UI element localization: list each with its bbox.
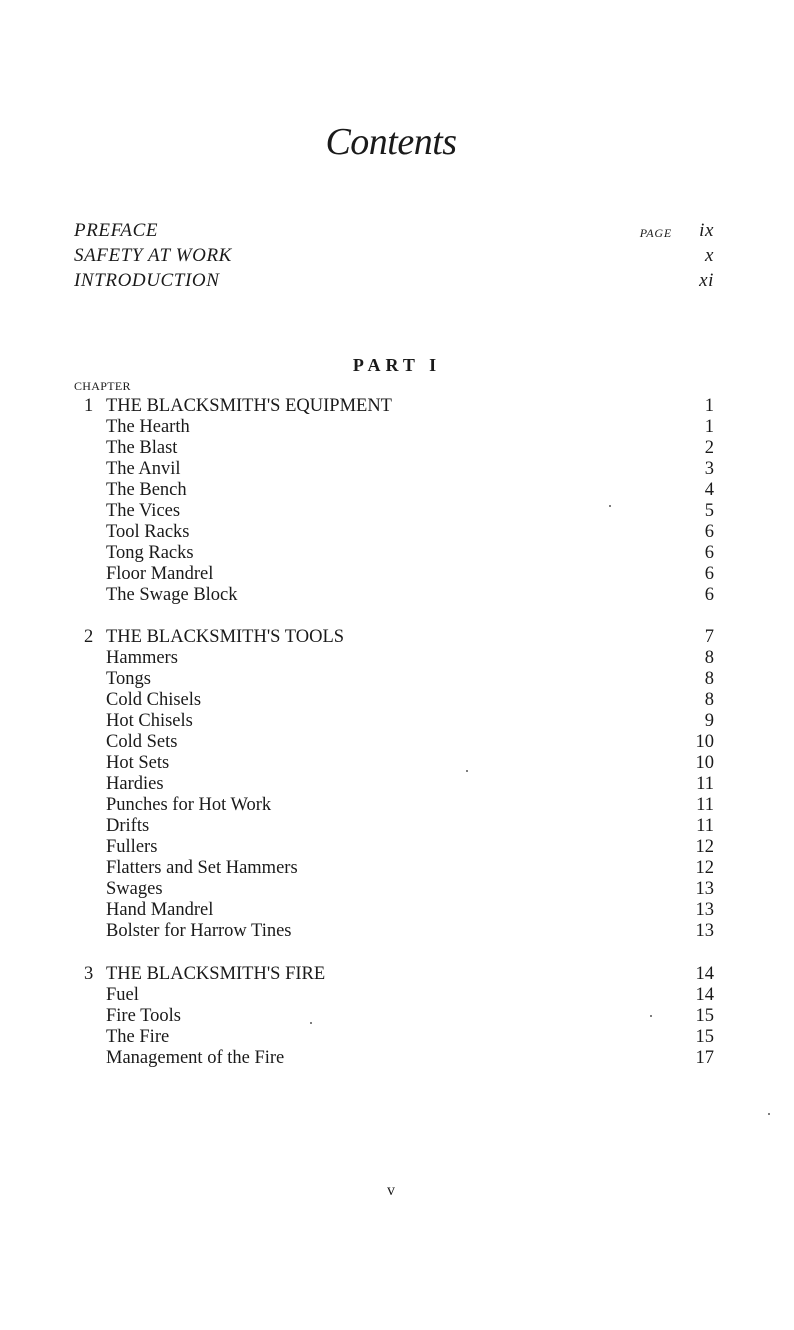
section-row xyxy=(74,1027,714,1048)
section-row xyxy=(74,774,714,795)
section-title: Tongs xyxy=(106,669,151,689)
front-matter-page: x xyxy=(704,245,714,266)
page-column-label: PAGE xyxy=(639,226,672,240)
section-title: Hot Chisels xyxy=(106,711,193,731)
section-page: 6 xyxy=(704,543,714,563)
section-row xyxy=(74,648,714,669)
front-matter-row xyxy=(74,218,714,244)
scan-speck xyxy=(466,770,468,772)
front-matter-label: PREFACE xyxy=(74,220,159,241)
section-row xyxy=(74,795,714,816)
chapter-number: 3 xyxy=(84,964,94,984)
section-page: 4 xyxy=(704,480,714,500)
section-title: Drifts xyxy=(106,816,150,836)
front-matter-page: ix xyxy=(699,220,714,241)
section-row xyxy=(74,417,714,438)
front-matter-label: INTRODUCTION xyxy=(74,270,220,291)
page-folio: v xyxy=(387,1182,395,1199)
section-title: The Blast xyxy=(106,438,178,458)
section-row xyxy=(74,711,714,732)
section-title: The Fire xyxy=(106,1027,170,1047)
section-row xyxy=(74,1048,714,1069)
section-row xyxy=(74,816,714,837)
section-title: Swages xyxy=(106,879,163,899)
section-row xyxy=(74,585,714,606)
section-row xyxy=(74,459,714,480)
scan-speck xyxy=(310,1022,312,1024)
chapter-title: THE BLACKSMITH'S EQUIPMENT xyxy=(106,396,392,416)
section-title: The Vices xyxy=(106,501,181,521)
section-page: 12 xyxy=(695,858,714,878)
section-page: 6 xyxy=(704,585,714,605)
chapter-column-label: CHAPTER xyxy=(74,379,131,393)
section-row xyxy=(74,522,714,543)
section-title: Fuel xyxy=(106,985,139,1005)
section-row xyxy=(74,921,714,942)
section-title: Flatters and Set Hammers xyxy=(106,858,298,878)
section-title: The Swage Block xyxy=(106,585,238,605)
scan-speck xyxy=(768,1113,770,1115)
section-title: Punches for Hot Work xyxy=(106,795,272,815)
section-row xyxy=(74,753,714,774)
chapter-title: THE BLACKSMITH'S FIRE xyxy=(106,964,326,984)
section-title: Bolster for Harrow Tines xyxy=(106,921,292,941)
section-page: 13 xyxy=(695,900,714,920)
part-heading: PART I xyxy=(352,355,442,375)
chapter-number: 2 xyxy=(84,627,94,647)
section-page: 14 xyxy=(695,985,714,1005)
section-title: Tool Racks xyxy=(106,522,190,542)
section-title: Management of the Fire xyxy=(106,1048,285,1068)
front-matter-row xyxy=(74,268,714,294)
section-title: The Hearth xyxy=(106,417,190,437)
section-page: 15 xyxy=(695,1027,714,1047)
section-row xyxy=(74,669,714,690)
section-title: Hot Sets xyxy=(106,753,170,773)
section-title: Floor Mandrel xyxy=(106,564,214,584)
section-page: 11 xyxy=(696,774,714,794)
section-page: 5 xyxy=(704,501,714,521)
section-row xyxy=(74,985,714,1006)
section-row xyxy=(74,564,714,585)
scan-speck xyxy=(650,1015,652,1017)
front-matter-row xyxy=(74,243,714,269)
section-title: The Bench xyxy=(106,480,187,500)
scan-speck xyxy=(609,505,611,507)
section-page: 3 xyxy=(704,459,714,479)
section-page: 6 xyxy=(704,522,714,542)
section-title: Cold Sets xyxy=(106,732,178,752)
section-row xyxy=(74,501,714,522)
section-row xyxy=(74,900,714,921)
section-page: 12 xyxy=(695,837,714,857)
section-row xyxy=(74,480,714,501)
section-title: Hand Mandrel xyxy=(106,900,214,920)
section-row xyxy=(74,732,714,753)
section-page: 6 xyxy=(704,564,714,584)
section-row xyxy=(74,690,714,711)
section-title: The Anvil xyxy=(106,459,181,479)
section-page: 15 xyxy=(695,1006,714,1026)
chapter-number: 1 xyxy=(84,396,94,416)
section-row xyxy=(74,1006,714,1027)
chapter-page: 7 xyxy=(704,627,714,647)
section-title: Hammers xyxy=(106,648,178,668)
section-title: Cold Chisels xyxy=(106,690,202,710)
section-page: 13 xyxy=(695,921,714,941)
page-title: Contents xyxy=(325,121,457,163)
section-page: 17 xyxy=(695,1048,714,1068)
section-row xyxy=(74,543,714,564)
chapter-title: THE BLACKSMITH'S TOOLS xyxy=(106,627,345,647)
section-row xyxy=(74,858,714,879)
section-page: 2 xyxy=(704,438,714,458)
chapter-row xyxy=(74,396,714,417)
section-page: 8 xyxy=(704,648,714,668)
section-title: Fire Tools xyxy=(106,1006,181,1026)
section-title: Fullers xyxy=(106,837,158,857)
section-page: 13 xyxy=(695,879,714,899)
front-matter-label: SAFETY AT WORK xyxy=(74,245,232,266)
section-page: 9 xyxy=(704,711,714,731)
section-title: Tong Racks xyxy=(106,543,194,563)
chapter-page: 1 xyxy=(704,396,714,416)
section-page: 11 xyxy=(696,816,714,836)
chapter-page: 14 xyxy=(695,964,714,984)
section-row xyxy=(74,837,714,858)
chapter-row xyxy=(74,964,714,985)
section-row xyxy=(74,879,714,900)
section-row xyxy=(74,438,714,459)
section-title: Hardies xyxy=(106,774,164,794)
section-page: 1 xyxy=(704,417,714,437)
section-page: 10 xyxy=(695,753,714,773)
section-page: 8 xyxy=(704,690,714,710)
chapter-row xyxy=(74,627,714,648)
front-matter-page: xi xyxy=(699,270,714,291)
section-page: 11 xyxy=(696,795,714,815)
section-page: 8 xyxy=(704,669,714,689)
section-page: 10 xyxy=(695,732,714,752)
